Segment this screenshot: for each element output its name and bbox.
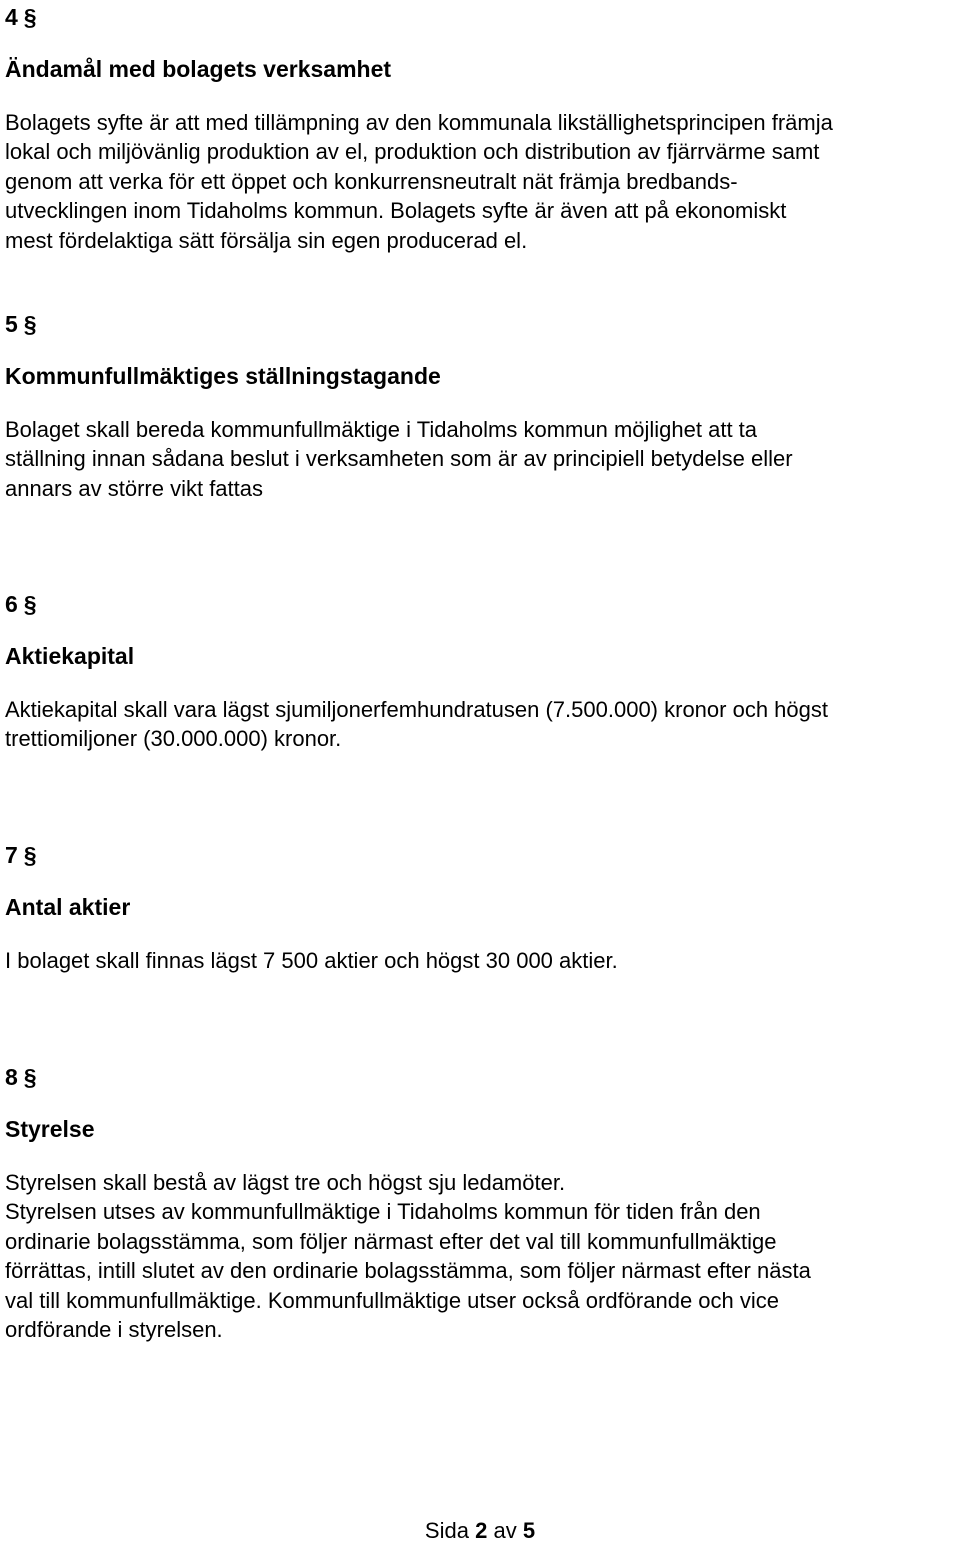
section-body bbox=[5, 415, 955, 503]
body-line: ställning innan sådana beslut i verksamheten som är av principiell betydelse eller bbox=[5, 446, 793, 472]
current-page-number: 2 bbox=[475, 1518, 488, 1543]
section-title: Kommunfullmäktiges ställningstagande bbox=[5, 363, 441, 389]
body-line: lokal och miljövänlig produktion av el, produktion och distribution av fjärrvärme samt bbox=[5, 139, 820, 165]
section-number bbox=[5, 840, 955, 870]
section-number bbox=[5, 2, 955, 32]
paragraph-sign: § bbox=[23, 842, 37, 868]
body-line: Aktiekapital skall vara lägst sjumiljonerfemhundratusen (7.500.000) kronor och högst bbox=[5, 697, 828, 722]
body-line: Styrelsen utses av kommunfullmäktige i Tidaholms kommun för tiden från den bbox=[5, 1199, 761, 1225]
body-line: annars av större vikt fattas bbox=[5, 475, 263, 501]
body-line: Bolaget skall bereda kommunfullmäktige i Tidaholms kommun möjlighet att ta bbox=[5, 417, 758, 442]
section-number-value: 6 bbox=[5, 591, 18, 617]
section-title: Ändamål med bolagets verksamhet bbox=[5, 56, 392, 82]
section-6 bbox=[5, 589, 955, 754]
section-body bbox=[5, 695, 955, 754]
section-7 bbox=[5, 840, 955, 975]
section-number-value: 8 bbox=[5, 1064, 18, 1090]
section-number-value: 5 bbox=[5, 311, 18, 337]
body-line: mest fördelaktiga sätt försälja sin egen producerad el. bbox=[5, 227, 528, 253]
body-line: trettiomiljoner (30.000.000) kronor. bbox=[5, 726, 342, 752]
body-line: förrättas, intill slutet av den ordinarie bolagsstämma, som följer närmast efter nästa bbox=[5, 1258, 811, 1284]
section-title: Antal aktier bbox=[5, 894, 131, 920]
section-body bbox=[5, 1168, 955, 1344]
section-number-value: 4 bbox=[5, 4, 18, 30]
section-title: Styrelse bbox=[5, 1116, 95, 1142]
section-number bbox=[5, 309, 955, 339]
paragraph-sign: § bbox=[23, 591, 37, 617]
section-title: Aktiekapital bbox=[5, 643, 135, 669]
body-line: val till kommunfullmäktige. Kommunfullmäktige utser också ordförande och vice bbox=[5, 1287, 779, 1313]
section-body bbox=[5, 108, 955, 255]
paragraph-sign: § bbox=[23, 311, 37, 337]
section-number-value: 7 bbox=[5, 842, 18, 868]
section-8 bbox=[5, 1062, 955, 1344]
section-5 bbox=[5, 309, 955, 503]
total-page-count: 5 bbox=[522, 1518, 536, 1543]
body-line: ordförande i styrelsen. bbox=[5, 1317, 223, 1343]
section-number bbox=[5, 1062, 955, 1092]
section-number bbox=[5, 589, 955, 619]
section-body bbox=[5, 946, 955, 975]
page-label: Sida bbox=[424, 1518, 469, 1543]
body-line: utvecklingen inom Tidaholms kommun. Bolagets syfte är även att på ekonomiskt bbox=[5, 198, 787, 224]
body-line: Bolagets syfte är att med tillämpning av den kommunala likställighetsprincipen främja bbox=[5, 110, 833, 135]
body-line: I bolaget skall finnas lägst 7 500 aktier och högst 30 000 aktier. bbox=[5, 948, 618, 973]
body-line: ordinarie bolagsstämma, som följer närmast efter det val till kommunfullmäktige bbox=[5, 1228, 777, 1254]
page-footer bbox=[0, 1517, 960, 1545]
page-separator: av bbox=[493, 1518, 517, 1543]
body-line: genom att verka för ett öppet och konkurrensneutralt nät främja bredbands- bbox=[5, 168, 738, 194]
paragraph-sign: § bbox=[23, 4, 37, 30]
paragraph-sign: § bbox=[23, 1064, 37, 1090]
section-4 bbox=[5, 2, 955, 255]
body-line: Styrelsen skall bestå av lägst tre och högst sju ledamöter. bbox=[5, 1170, 566, 1195]
